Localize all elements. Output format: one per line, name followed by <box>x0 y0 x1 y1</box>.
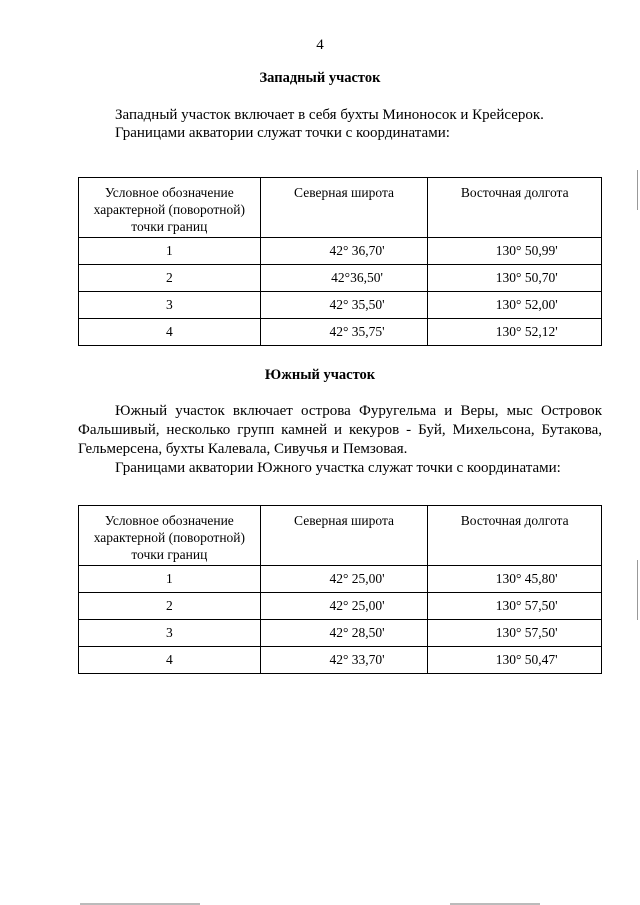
latitude-cell: 42° 25,00' <box>260 566 428 593</box>
longitude-cell: 130° 45,80' <box>428 566 602 593</box>
table-row <box>79 292 602 319</box>
south-coordinates-table <box>78 505 602 674</box>
west-coordinates-table <box>78 177 602 346</box>
point-cell: 3 <box>79 620 261 647</box>
latitude-cell: 42°36,50' <box>260 265 428 292</box>
header-latitude: Северная широта <box>260 178 428 238</box>
longitude-cell: 130° 50,47' <box>428 647 602 674</box>
south-heading: Южный участок <box>264 367 376 383</box>
latitude-cell: 42° 35,75' <box>260 319 428 346</box>
header-longitude: Восточная долгота <box>428 178 602 238</box>
point-cell: 4 <box>79 319 261 346</box>
point-cell: 1 <box>79 566 261 593</box>
table-header-row <box>79 506 602 566</box>
table-row <box>79 319 602 346</box>
point-cell: 4 <box>79 647 261 674</box>
header-point: Условное обозначение характерной (поворотной) точки границ <box>79 506 261 566</box>
point-cell: 1 <box>79 238 261 265</box>
west-line-1: Западный участок включает в себя бухты Миноносок и Крейсерок. <box>115 107 544 123</box>
longitude-cell: 130° 50,70' <box>428 265 602 292</box>
page-number: 4 <box>316 37 324 53</box>
table-row <box>79 566 602 593</box>
header-latitude: Северная широта <box>260 506 428 566</box>
latitude-cell: 42° 28,50' <box>260 620 428 647</box>
point-cell: 2 <box>79 265 261 292</box>
header-point: Условное обозначение характерной (поворотной) точки границ <box>79 178 261 238</box>
table-row <box>79 265 602 292</box>
table-header-row <box>79 178 602 238</box>
latitude-cell: 42° 33,70' <box>260 647 428 674</box>
south-line-2: Границами акватории Южного участка служат точки с координатами: <box>115 460 561 476</box>
longitude-cell: 130° 52,12' <box>428 319 602 346</box>
latitude-cell: 42° 35,50' <box>260 292 428 319</box>
scan-edge-mark <box>637 170 638 210</box>
point-cell: 2 <box>79 593 261 620</box>
longitude-cell: 130° 57,50' <box>428 593 602 620</box>
west-line-2: Границами акватории служат точки с координатами: <box>115 125 450 141</box>
table-row <box>79 593 602 620</box>
point-cell: 3 <box>79 292 261 319</box>
latitude-cell: 42° 25,00' <box>260 593 428 620</box>
scan-edge-mark <box>637 560 638 620</box>
longitude-cell: 130° 50,99' <box>428 238 602 265</box>
longitude-cell: 130° 52,00' <box>428 292 602 319</box>
table-row <box>79 238 602 265</box>
west-heading: Западный участок <box>259 70 381 86</box>
table-row <box>79 620 602 647</box>
latitude-cell: 42° 36,70' <box>260 238 428 265</box>
table-row <box>79 647 602 674</box>
header-longitude: Восточная долгота <box>428 506 602 566</box>
south-paragraph: Южный участок включает острова Фуругельма и Веры, мыс Островок Фальшивый, несколько групп камней и кекуров - Буй, Михельсона, Бутакова, Гельмерсена, бухты Калевала, Сивучья и Пемзовая. <box>78 403 602 457</box>
longitude-cell: 130° 57,50' <box>428 620 602 647</box>
